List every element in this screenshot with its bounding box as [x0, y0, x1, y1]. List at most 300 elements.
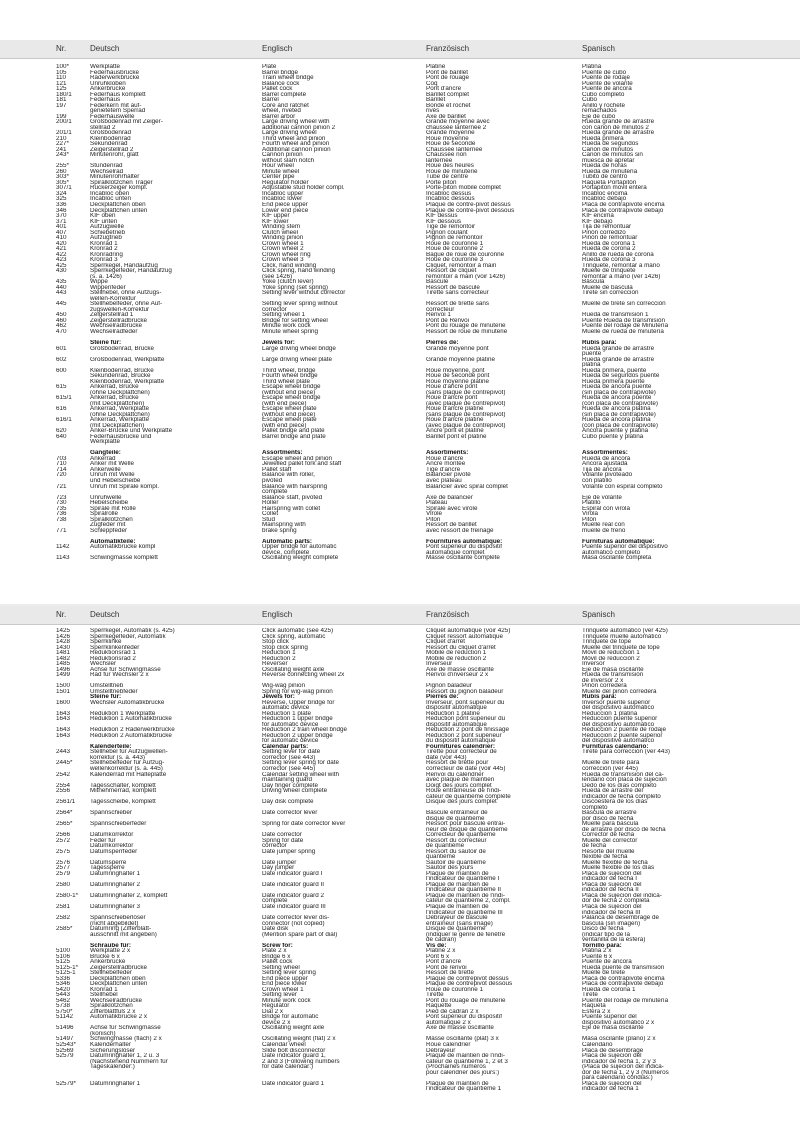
cell-en: Date corrector lever	[262, 810, 318, 817]
cell-en: Reduction 1	[262, 650, 296, 657]
cell-en: maintaining guard	[262, 777, 313, 784]
cell-es: Muelle de rueda de minutería	[582, 328, 664, 335]
cell-en: (with end piece)	[262, 400, 307, 407]
cell-fr: KIF dessus	[426, 213, 458, 220]
cell-fr: Tige d'ancre	[426, 466, 461, 473]
cell-fr: date (voir 443)	[426, 754, 467, 761]
cell-es: de arrastre por disco de fecha	[582, 826, 666, 833]
cell-fr: Plaque de maintien de	[426, 1080, 489, 1087]
cell-es: Rueda de segundos puente	[582, 373, 660, 380]
cell-es: Calendario	[582, 1042, 613, 1048]
cell-de: Ankerbrücke	[90, 959, 126, 966]
cell-en: Winding pinion	[262, 235, 304, 242]
cell-es: Rueda de segundos	[582, 141, 639, 148]
cell-fr: de cadran)	[426, 937, 457, 944]
cell-nr: 2582	[56, 915, 71, 922]
cell-es: flexible de fecha	[582, 854, 628, 861]
cell-en: Escape wheel bridge	[262, 395, 321, 402]
cell-es: Reducción puente superior	[582, 716, 658, 723]
cell-de: Kalenderrad mit Halteplatte	[90, 771, 167, 778]
cell-de: Schleppfeder	[90, 527, 128, 534]
cell-es: Muelle del piñón corredera	[582, 688, 657, 695]
cell-en: device, complete	[262, 549, 310, 556]
cell-de: Wechselradbrücke	[90, 997, 143, 1004]
cell-de: ausschnitt mit angeben)	[90, 931, 157, 938]
cell-fr: Bascule	[426, 279, 449, 286]
cell-de: (ohne Deckplättchen)	[90, 411, 150, 418]
cell-fr: Tirette	[426, 992, 444, 999]
cell-de: Ankerrad, Werkplatte	[90, 406, 150, 413]
cell-nr: 305*	[56, 179, 69, 186]
cell-en: Large driving wheel plate	[262, 356, 333, 363]
cell-en: corrector	[262, 843, 287, 850]
cell-fr: Roue moyenne platine	[426, 378, 490, 385]
cell-nr: 1499	[56, 672, 71, 679]
cell-fr: Barillet complet	[426, 91, 470, 98]
cell-fr: l'indicateur de quantième II	[426, 887, 502, 894]
cell-en: Pallet cock	[262, 86, 293, 93]
cell-en: (without end piece)	[262, 389, 316, 396]
cell-en: Barrel bridge	[262, 69, 299, 76]
cell-de: Federkern mit auf-	[90, 102, 142, 109]
cell-de: Ankerrad, Werkplatte	[90, 417, 150, 424]
cell-nr: 1496	[56, 666, 71, 673]
cell-de: Stellhebel, ohne Aufzugs-	[90, 290, 162, 297]
cell-es: indicador de fecha II	[582, 887, 639, 894]
cell-es: KIF debajo	[582, 218, 613, 225]
cell-en: Oscillating weight complete	[262, 555, 339, 562]
cell-en: Date corrector	[262, 832, 302, 839]
cell-nr: 2566	[56, 832, 71, 839]
cell-es: puente	[582, 351, 602, 358]
cell-en: Barrel complete	[262, 91, 307, 98]
cell-es: (indicar tipo de la	[582, 931, 630, 938]
cell-de: Incabloc oben	[90, 190, 130, 197]
cell-fr: Grande moyenne avec	[426, 119, 490, 126]
cell-fr: Virole	[426, 511, 442, 518]
cell-nr: 640	[56, 433, 67, 440]
header-deutsch: Deutsch	[90, 610, 120, 619]
cell-en: additional cannon pinion 2	[262, 124, 336, 131]
cell-en: Date jumper spring	[262, 848, 316, 855]
cell-fr: Pont de Renvoi	[426, 317, 470, 324]
cell-es: Cubo puente y platina	[582, 433, 644, 440]
cell-en: Cannon pinion	[262, 152, 303, 159]
cell-nr: 51497	[56, 1036, 74, 1043]
cell-fr: Réduction pont supérieur du	[426, 716, 506, 723]
cell-de: Datumkorrektor	[90, 832, 134, 839]
cell-de: Mitnehmerrad, komplett	[90, 788, 157, 795]
cell-de: Kleinbodenrad	[90, 135, 131, 142]
cell-en: pivoted	[262, 478, 283, 484]
cell-de: Wippenfeder	[90, 284, 126, 291]
cell-de: Datumringhalter 2, komplett	[90, 892, 168, 899]
cell-es: Placa de sujeción del indica-	[582, 892, 662, 899]
cell-de: Rad für Wechsler 2 x	[90, 672, 149, 679]
cell-nr: 52543*	[56, 1042, 76, 1048]
cell-nr: 325	[56, 196, 67, 203]
cell-de: Ankerwelle	[90, 466, 121, 473]
cell-nr: 443	[56, 290, 67, 297]
cell-es: (sin placa de contrapivote)	[582, 411, 656, 418]
cell-en: Regulator	[262, 1003, 290, 1010]
cell-es: Virola	[582, 511, 598, 518]
cell-en: Balance cock	[262, 80, 300, 87]
cell-nr: 210	[56, 135, 67, 142]
cell-es: Puente de rodaje	[582, 75, 630, 82]
cell-fr: Pignon de remontoir	[426, 235, 483, 242]
cell-en: Click spring, hand winding	[262, 268, 336, 275]
cell-fr: cateur de quantième 2, compl.	[426, 898, 511, 905]
cell-es: Piñón corredera	[582, 683, 627, 690]
cell-es: Rueda de áncora	[582, 455, 631, 462]
cell-de: Wechsler	[90, 661, 117, 668]
cell-de: Zugfeder mit	[90, 522, 126, 529]
cell-es: Placa de sujeción del	[582, 1053, 642, 1060]
cell-fr: (avec plaque de contrepivot)	[426, 422, 506, 429]
cell-en: Setting wheel	[262, 964, 300, 971]
cell-nr: 1481	[56, 650, 71, 657]
cell-fr: Ressort du correcteur	[426, 837, 487, 844]
cell-nr: 121	[56, 80, 67, 87]
cell-en: Stud	[262, 516, 275, 523]
cell-nr: 5462	[56, 997, 71, 1004]
cell-nr: 1482	[56, 655, 71, 662]
cell-fr: Ressort du cliquet d'arrêt	[426, 644, 496, 651]
cell-de: Schwingmasse komplett	[90, 555, 158, 562]
cell-en: Reverser	[262, 661, 288, 668]
cell-es: completo	[582, 804, 608, 811]
cell-es: Tija de remontuar	[582, 224, 632, 231]
cell-fr: Roue d'ancre platine	[426, 406, 484, 413]
cell-nr: 370	[56, 213, 67, 220]
cell-nr: 5443	[56, 992, 71, 999]
cell-fr: Ressort de barillet	[426, 522, 477, 529]
cell-fr: Roue des heures	[426, 163, 474, 170]
cell-fr: remontoir à main (voir 1426)	[426, 273, 506, 280]
cell-de: Incabloc unten	[90, 196, 131, 203]
cell-fr: Plaque de maintien de	[426, 870, 489, 877]
cell-es: por disco de fecha	[582, 815, 634, 822]
cell-fr: automatique complet	[426, 549, 485, 556]
cell-fr: disque de quantième	[426, 815, 485, 822]
cell-de: Großbodenrad	[90, 130, 131, 137]
cell-fr: automatique 2 x	[426, 1019, 471, 1026]
cell-en: Stop click	[262, 639, 289, 646]
cell-fr: Roue moyenne, pont	[426, 367, 485, 374]
cell-en: Driving wheel complete	[262, 788, 328, 795]
cell-es: automático completo	[582, 549, 641, 556]
cell-es: Incabloc debajo	[582, 196, 627, 203]
cell-en: Screw for:	[262, 942, 293, 949]
cell-es: Muelle real con	[582, 522, 625, 529]
cell-de: Minutenrohr, glatt	[90, 152, 139, 159]
cell-en: Date indicator guard III	[262, 904, 326, 910]
cell-es: (con placa de contrapivote)	[582, 400, 658, 407]
cell-fr: Roue de couronne 3	[426, 257, 484, 264]
cell-en: Jewels for:	[262, 340, 295, 346]
cell-en: Oscillating weight axle	[262, 666, 325, 673]
cell-en: Wig-wag pinion	[262, 683, 306, 690]
cell-fr: l'indicateur de quantième I	[426, 876, 500, 883]
cell-nr: 125	[56, 86, 67, 93]
cell-en: Calendar setting wheel with	[262, 771, 340, 778]
column-header-row	[0, 606, 800, 625]
cell-es: Anillo y rochete	[582, 102, 626, 109]
cell-fr: Réduction 1 platine	[426, 710, 480, 717]
cell-fr: Ressort de tirette pour	[426, 760, 489, 767]
cell-nr: 430	[56, 268, 67, 275]
cell-en: Reduction 1 upper bridge	[262, 716, 333, 723]
cell-en: KIF lower	[262, 218, 289, 225]
cell-fr: Plaque de contrepivot dessous	[426, 981, 513, 988]
cell-de: Anker-Brücke und Werkplatte	[90, 428, 173, 435]
cell-en: KIF upper	[262, 213, 290, 220]
cell-es: Áncora puente y platina	[582, 428, 649, 435]
cell-en: brake spring	[262, 527, 297, 534]
cell-de: Stellhebelfeder, ohne Auf-	[90, 301, 163, 308]
cell-en: Setting lever spring	[262, 970, 316, 977]
cell-de: KIF unten	[90, 218, 118, 225]
cell-de: Stellhebelfeder	[90, 970, 133, 977]
cell-de: Ankerrad, Brücke	[90, 395, 139, 402]
header-nr: Nr.	[56, 44, 67, 53]
cell-fr: l'indicateur de quantième 1	[426, 1086, 502, 1093]
cell-en: Roller	[262, 500, 279, 507]
cell-es: Piñón corredizo	[582, 229, 626, 236]
cell-en: Incabloc upper	[262, 190, 304, 197]
cell-es: Rueda primera puente	[582, 378, 645, 385]
cell-en: Hairspring with collet	[262, 505, 321, 512]
cell-en: Crown wheel 1	[262, 240, 304, 247]
cell-en: Escape wheel and pinion	[262, 455, 333, 462]
cell-es: Puente de áncora	[582, 959, 632, 966]
cell-en: Regulator holder	[262, 179, 309, 186]
cell-de: Unruhkloben	[90, 80, 126, 87]
cell-de: Sekundenrad, Brücke	[90, 373, 151, 380]
cell-nr: 445	[56, 301, 67, 308]
cell-fr: Barillet	[426, 97, 446, 104]
cell-de: Datumsperre	[90, 859, 127, 866]
cell-es: Dedo de los días completo	[582, 782, 657, 789]
cell-es: Trinquete automático (ver 425)	[582, 628, 668, 634]
cell-en: Date indicator guard 2	[262, 892, 324, 899]
cell-fr: Incabloc dessous	[426, 196, 475, 203]
cell-es: ventanilla de la esfera)	[582, 937, 646, 944]
cell-es: Puente superior del dispositivo	[582, 544, 668, 551]
cell-es: Piñón de remontuar	[582, 235, 638, 242]
cell-en: Setting lever for date	[262, 749, 321, 756]
cell-de: Aufzugtrieb	[90, 235, 122, 242]
cell-es: Tirete sin corrección	[582, 290, 639, 297]
cell-nr: 5750*	[56, 1008, 73, 1015]
cell-en: Lower end piece	[262, 207, 309, 214]
cell-nr: 1143	[56, 555, 70, 562]
cell-en: Day disk complete	[262, 799, 314, 806]
cell-nr: 181	[56, 97, 67, 104]
cell-fr: (indiquer le genre de fenêtre	[426, 931, 506, 938]
cell-nr: 2580-1*	[56, 892, 79, 899]
cell-nr: 1500	[56, 683, 71, 690]
cell-nr: 460	[56, 317, 67, 324]
cell-fr: cateur de quantième complète	[426, 793, 511, 800]
cell-de: Stellhebelfeder für Aufzug-	[90, 760, 165, 767]
cell-nr: 723	[56, 494, 67, 501]
cell-fr: Grande moyenne	[426, 130, 475, 137]
cell-nr: 1643	[56, 710, 71, 717]
cell-fr: Ressort de bascule	[426, 284, 480, 291]
cell-fr: Incabloc dessus	[426, 190, 472, 197]
cell-nr: 470	[56, 328, 67, 335]
cell-fr: Ressort du pignon baladeur	[426, 688, 504, 695]
cell-nr: 52569	[56, 1047, 74, 1054]
cell-de: Kronrad 1	[90, 986, 118, 993]
cell-fr: Pont de rouage	[426, 75, 470, 82]
cell-es: Furnituras automatique:	[582, 538, 655, 545]
cell-es: Rueda de áncora platina	[582, 406, 651, 413]
cell-fr: Roue de minuterie	[426, 168, 478, 175]
cell-es: Muelle para bascula	[582, 821, 639, 828]
cell-fr: Barillet pont et platine	[426, 433, 487, 440]
cell-es: Puente superior del	[582, 1014, 637, 1021]
cell-nr: 5125	[56, 959, 71, 966]
cell-fr: Renvoi 1	[426, 312, 451, 319]
cell-de: Schraube für:	[90, 942, 131, 949]
cell-nr: 5125-1*	[56, 964, 79, 971]
cell-fr: Tube de centre	[426, 174, 469, 181]
cell-en: Mainspring with	[262, 522, 306, 529]
cell-es: Reducción 2 puente superior	[582, 732, 663, 739]
cell-es: Cubo completo	[582, 91, 625, 98]
cell-fr: Plaque de contrepivot dessus	[426, 975, 509, 982]
cell-es: Rueda grande de arrastre	[582, 119, 655, 126]
cell-fr: Roue d'ancre	[426, 455, 464, 462]
cell-es: Cubo	[582, 97, 598, 104]
cell-fr: Cliquet d'arrêt	[426, 639, 466, 646]
header-englisch: Englisch	[262, 610, 293, 619]
cell-de: Sperrkegelfeder, Automatik	[90, 633, 166, 640]
cell-fr: Pont d'ancre	[426, 86, 462, 93]
cell-es: Placa de contrapivote encima	[582, 202, 665, 208]
cell-es: Muelle de trinquete	[582, 268, 636, 275]
cell-en: Click spring, automatic	[262, 633, 326, 640]
cell-nr: 2581	[56, 904, 71, 910]
cell-de: Tagessperre	[90, 865, 125, 872]
cell-en: Bridge 6 x	[262, 953, 291, 960]
cell-fr: Balancier avec spiral complet	[426, 483, 508, 490]
cell-fr: KIF dessous	[426, 218, 461, 225]
cell-fr: pour calendrier des jours:)	[426, 1069, 500, 1076]
cell-de: Kalenderhalter	[90, 1042, 131, 1048]
cell-es: con cañón de minutos 2	[582, 124, 649, 131]
cell-nr: 423	[56, 257, 67, 264]
cell-nr: 615/1	[56, 395, 72, 402]
cell-fr: Coq	[426, 80, 438, 87]
header-franzoesisch: Französisch	[426, 610, 470, 619]
cell-en: Large driving wheel bridge	[262, 345, 336, 352]
cell-nr: 52579	[56, 1053, 74, 1060]
cell-nr: 255*	[56, 163, 69, 170]
cell-en: Barrel bridge and plate	[262, 433, 326, 440]
cell-fr: Cliquet, remontoir à main	[426, 262, 497, 269]
cell-nr: 2542	[56, 771, 71, 778]
cell-nr: 303*	[56, 174, 69, 181]
cell-en: Crown wheel ring	[262, 251, 311, 258]
cell-nr: 2580	[56, 881, 71, 888]
cell-es: (sin placa de contrapivote)	[582, 389, 656, 396]
cell-en: Minute work cock	[262, 323, 311, 330]
cell-de: Zeigerstellrad 2	[90, 146, 134, 153]
cell-de: (mit Deckplättchen)	[90, 422, 145, 429]
cell-en: Crown wheel 1	[262, 986, 304, 993]
column-header-row	[0, 40, 800, 59]
cell-fr: Roue de couronne 1	[426, 986, 484, 993]
cell-en: Day jumper	[262, 865, 295, 872]
cell-de: Rückerzeiger kompl.	[90, 185, 148, 192]
cell-nr: 346	[56, 207, 67, 214]
cell-fr: l'indicateur de quantième III	[426, 909, 503, 916]
cell-de: Kalenderteile:	[90, 743, 132, 750]
cell-fr: correcteur de date (voir 445)	[426, 766, 506, 772]
cell-es: Placa de contrapivote debajo	[582, 207, 664, 214]
cell-nr: 1643	[56, 732, 71, 739]
cell-es: Muelle del trinquete de tope	[582, 644, 660, 651]
cell-es: indicador de fecha 1, 2 y 3	[582, 1058, 656, 1065]
cell-fr: Roue d'ancre pont	[426, 384, 478, 391]
cell-de: Datumringhalter 1, 2 u. 3	[90, 1053, 160, 1060]
cell-en: Click automatic (see 425)	[262, 628, 334, 634]
cell-nr: 324	[56, 190, 67, 197]
cell-en: Balance with roller,	[262, 472, 315, 479]
cell-en: Balance staff, pivoted	[262, 494, 323, 501]
cell-es: lendario con placa de sujeción	[582, 777, 667, 784]
cell-es: para calendario condias:)	[582, 1075, 653, 1082]
cell-en: Minute wheel spring	[262, 328, 319, 335]
cell-de: Federhaus komplett	[90, 91, 146, 98]
cell-fr: Cliquet automatique (voir 425)	[426, 628, 511, 634]
cell-nr: 1485	[56, 661, 71, 668]
cell-es: Trinquete de tope	[582, 639, 632, 646]
cell-fr: Plaque de contre-pivot dessous	[426, 207, 515, 214]
cell-en: End piece upper	[262, 975, 308, 982]
cell-en: Yoke (clutch lever)	[262, 279, 314, 286]
cell-en: Setting lever without corrector	[262, 290, 346, 297]
cell-en: Crown wheel 2	[262, 246, 304, 253]
cell-nr: 1428	[56, 639, 71, 646]
cell-es: KIF encima	[582, 213, 614, 220]
cell-de: Reduktion 1 Automatikbrücke	[90, 716, 172, 723]
cell-fr: Pont 6 x	[426, 953, 450, 960]
cell-es: bascula (sin imagen)	[582, 920, 641, 927]
cell-de: Federhauswelle	[90, 113, 135, 120]
cell-fr: Plaque de contre-pivot dessus	[426, 202, 511, 208]
cell-nr: 730	[56, 500, 67, 507]
cell-en: Setting lever	[262, 992, 298, 999]
cell-fr: Pont du rouage de minuterie	[426, 323, 506, 330]
cell-fr: Chaussée lanternée	[426, 146, 483, 153]
cell-de: (ohne Deckplättchen)	[90, 389, 150, 396]
cell-en: Fourth wheel and pinion	[262, 141, 330, 148]
cell-fr: Cliquet ressort automatique	[426, 633, 504, 640]
cell-es: Rueda de corona 1	[582, 240, 636, 247]
cell-fr: Masse oscillante (plat) 3 x	[426, 1036, 499, 1043]
cell-fr: cateur de quantième 1, 2 et 3	[426, 1058, 508, 1065]
cell-fr: Pierres de:	[426, 694, 459, 701]
cell-fr: Plaque de maintien de l'indi-	[426, 1053, 505, 1060]
cell-es: Esfera 2 x	[582, 1008, 611, 1015]
cell-en: Reverse, Upper bridge for	[262, 699, 335, 706]
cell-es: Pitón	[582, 516, 597, 523]
